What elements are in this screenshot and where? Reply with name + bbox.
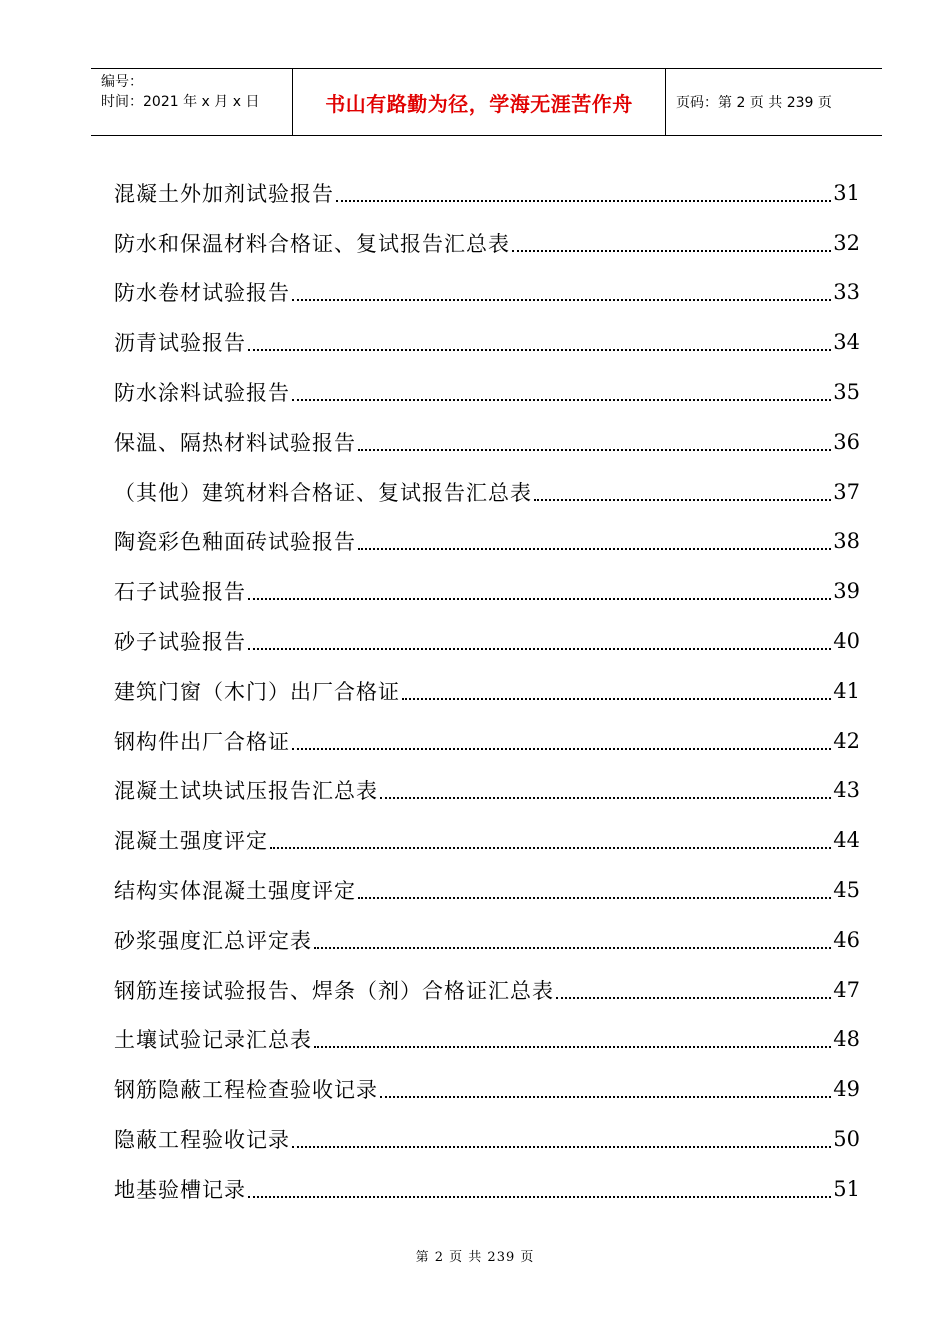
toc-entry[interactable] [114, 915, 860, 965]
toc-entry-title: 钢筋隐蔽工程检查验收记录 [114, 1078, 378, 1103]
page-footer: 第 2 页 共 239 页 [415, 1250, 535, 1265]
toc-entry-page-number: 44 [833, 828, 860, 853]
toc-entry[interactable] [114, 865, 860, 915]
toc-entry-title: 混凝土试块试压报告汇总表 [114, 779, 378, 804]
toc-entry-title: 钢构件出厂合格证 [114, 729, 290, 754]
toc-entry[interactable] [114, 1015, 860, 1065]
toc-entry[interactable] [114, 1064, 860, 1114]
toc-entry-title: 建筑门窗（木门）出厂合格证 [114, 679, 400, 704]
toc-entry[interactable] [114, 168, 860, 218]
toc-entry-page-number: 50 [833, 1127, 860, 1152]
toc-dot-leader [358, 897, 831, 899]
toc-entry-page-number: 31 [833, 180, 860, 205]
header-meta [91, 69, 293, 135]
toc-entry-title: 陶瓷彩色釉面砖试验报告 [114, 530, 356, 555]
toc-entry-page-number: 47 [833, 977, 860, 1002]
toc-dot-leader [248, 349, 831, 351]
toc-entry-title: 混凝土外加剂试验报告 [114, 181, 334, 206]
toc-entry-page-number: 46 [833, 927, 860, 952]
toc-entry-title: 保温、隔热材料试验报告 [114, 430, 356, 455]
toc-entry-title: 沥青试验报告 [114, 331, 246, 356]
toc-entry[interactable] [114, 566, 860, 616]
toc-entry[interactable] [114, 666, 860, 716]
toc-entry-title: 土壤试验记录汇总表 [114, 1028, 312, 1053]
toc-entry-title: 防水卷材试验报告 [114, 281, 290, 306]
toc-entry[interactable] [114, 1114, 860, 1164]
toc-entry[interactable] [114, 716, 860, 766]
toc-dot-leader [292, 748, 831, 750]
toc-entry-page-number: 36 [833, 429, 860, 454]
toc-dot-leader [358, 548, 831, 550]
toc-entry-page-number: 38 [833, 529, 860, 554]
toc-entry-page-number: 35 [833, 380, 860, 405]
toc-entry-page-number: 32 [833, 230, 860, 255]
toc-entry-page-number: 45 [833, 878, 860, 903]
toc-dot-leader [314, 1046, 831, 1048]
toc-entry-title: 砂浆强度汇总评定表 [114, 928, 312, 953]
toc-entry-page-number: 39 [833, 579, 860, 604]
toc-dot-leader [292, 399, 831, 401]
header-motto: 书山有路勤为径，学海无涯苦作舟 [293, 69, 666, 135]
toc-dot-leader [380, 797, 831, 799]
toc-entry[interactable] [114, 616, 860, 666]
toc-entry[interactable] [114, 417, 860, 467]
toc-dot-leader [314, 947, 831, 949]
toc-dot-leader [336, 200, 831, 202]
toc-dot-leader [512, 250, 831, 252]
toc-entry-title: 结构实体混凝土强度评定 [114, 879, 356, 904]
toc-entry[interactable] [114, 317, 860, 367]
toc-entry-title: 隐蔽工程验收记录 [114, 1128, 290, 1153]
toc-entry-title: 地基验槽记录 [114, 1177, 246, 1202]
toc-entry-title: 防水涂料试验报告 [114, 381, 290, 406]
toc-dot-leader [358, 449, 831, 451]
header-page-info: 页码：第 2 页 共 239 页 [676, 95, 832, 111]
toc-entry-page-number: 41 [833, 678, 860, 703]
toc-dot-leader [248, 598, 831, 600]
table-of-contents [114, 168, 860, 1214]
toc-entry[interactable] [114, 467, 860, 517]
toc-dot-leader [292, 1146, 831, 1148]
toc-entry-page-number: 51 [833, 1176, 860, 1201]
toc-entry[interactable] [114, 517, 860, 567]
toc-dot-leader [292, 299, 831, 301]
toc-entry-page-number: 37 [833, 479, 860, 504]
toc-entry-title: （其他）建筑材料合格证、复试报告汇总表 [114, 480, 532, 505]
toc-entry-title: 砂子试验报告 [114, 630, 246, 655]
toc-entry-title: 防水和保温材料合格证、复试报告汇总表 [114, 231, 510, 256]
toc-dot-leader [248, 1196, 831, 1198]
toc-entry[interactable] [114, 218, 860, 268]
toc-dot-leader [534, 499, 831, 501]
toc-entry-page-number: 48 [833, 1027, 860, 1052]
toc-entry[interactable] [114, 766, 860, 816]
toc-dot-leader [380, 1096, 831, 1098]
toc-dot-leader [402, 698, 831, 700]
toc-entry-title: 混凝土强度评定 [114, 829, 268, 854]
toc-entry[interactable] [114, 367, 860, 417]
toc-entry[interactable] [114, 815, 860, 865]
toc-dot-leader [248, 648, 831, 650]
toc-entry-title: 石子试验报告 [114, 580, 246, 605]
toc-entry-page-number: 49 [833, 1077, 860, 1102]
toc-entry-page-number: 34 [833, 330, 860, 355]
toc-entry-title: 钢筋连接试验报告、焊条（剂）合格证汇总表 [114, 978, 554, 1003]
toc-entry-page-number: 42 [833, 728, 860, 753]
toc-entry-page-number: 40 [833, 629, 860, 654]
toc-entry[interactable] [114, 1164, 860, 1214]
toc-entry[interactable] [114, 965, 860, 1015]
toc-dot-leader [270, 847, 831, 849]
toc-entry[interactable] [114, 268, 860, 318]
toc-dot-leader [556, 997, 831, 999]
toc-entry-page-number: 43 [833, 778, 860, 803]
document-time-label: 时间：2021 年 x 月 x 日 [101, 94, 260, 110]
document-number-label: 编号： [101, 74, 143, 90]
page-header [91, 68, 882, 136]
toc-entry-page-number: 33 [833, 280, 860, 305]
